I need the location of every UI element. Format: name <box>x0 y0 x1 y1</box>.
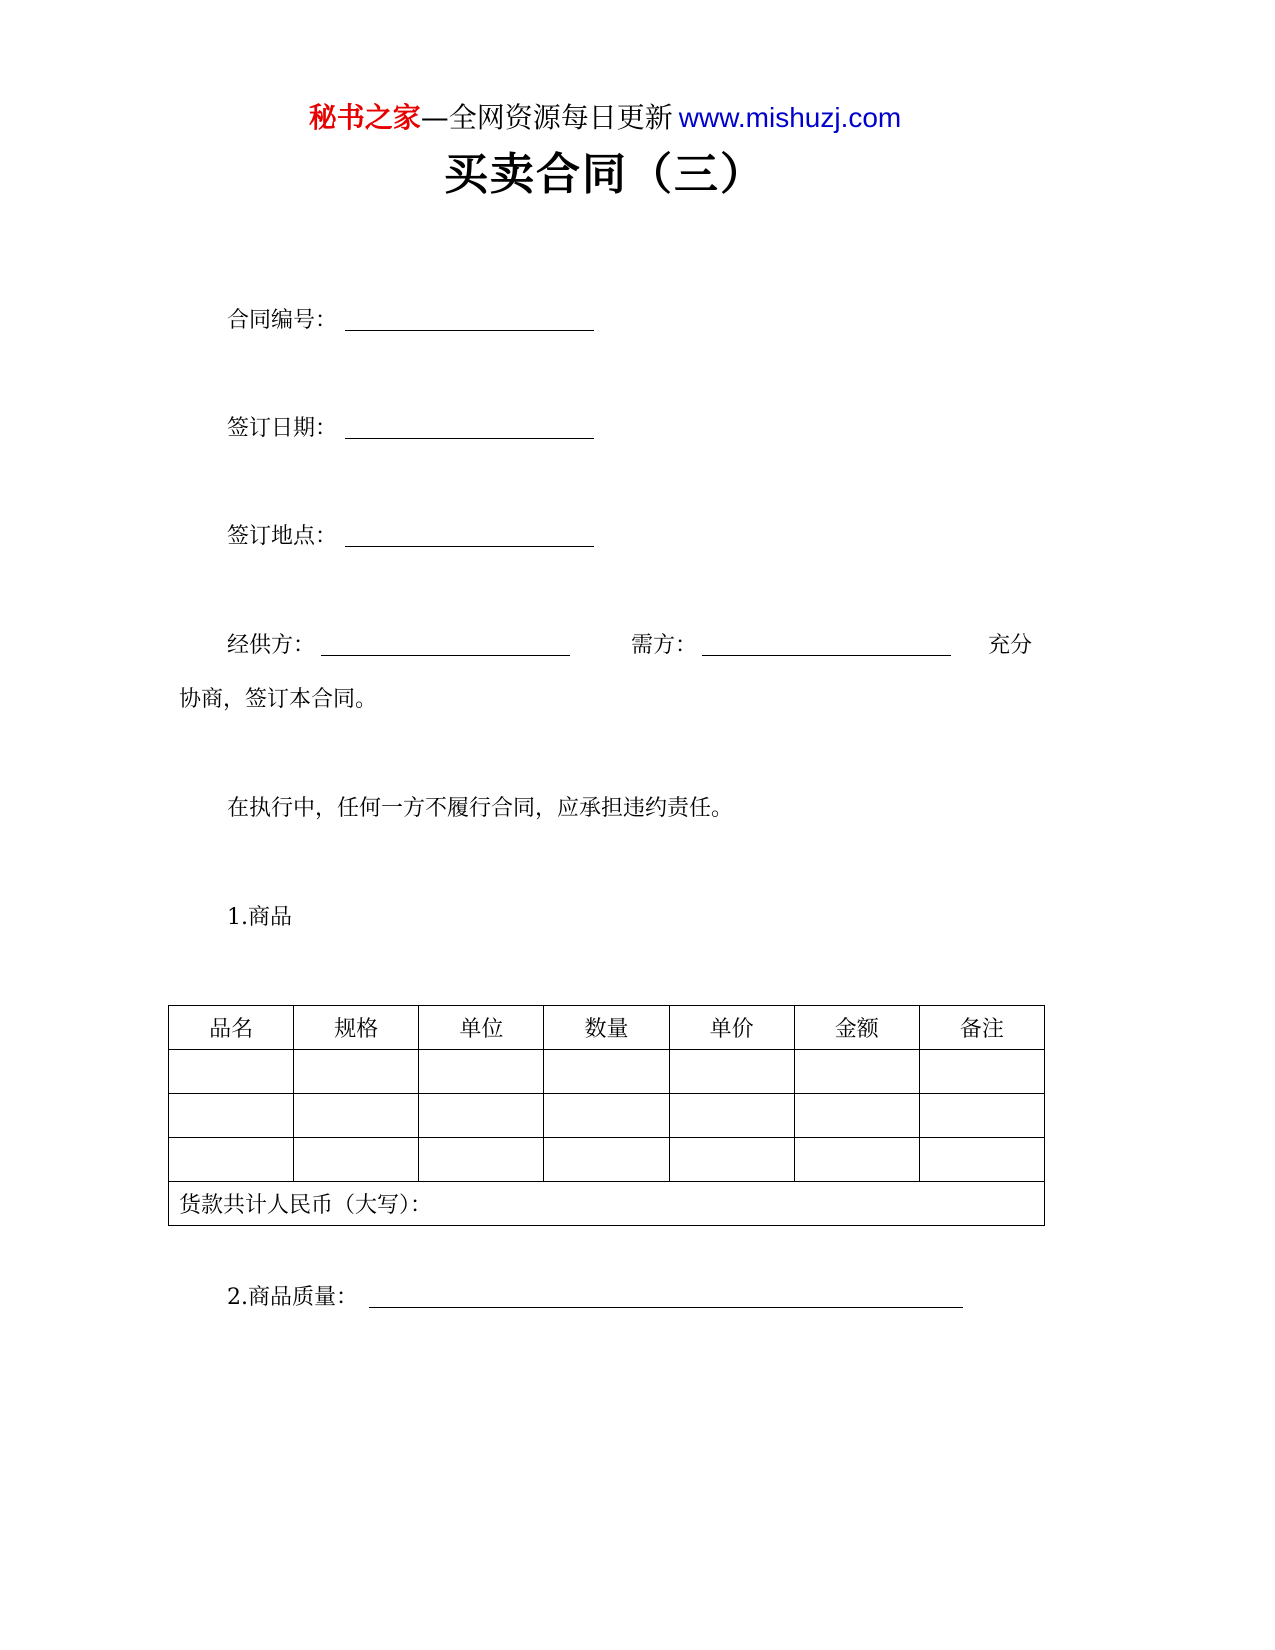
sign-date-blank[interactable] <box>345 438 594 439</box>
table-cell[interactable] <box>919 1050 1044 1094</box>
table-cell[interactable] <box>419 1050 544 1094</box>
table-cell[interactable] <box>544 1094 669 1138</box>
table-cell[interactable] <box>169 1050 294 1094</box>
section-quality-label: 2.商品质量： <box>227 1285 358 1310</box>
site-slogan: —全网资源每日更新 <box>420 101 673 134</box>
document-title: 买卖合同（三） <box>444 149 766 200</box>
table-cell[interactable] <box>669 1050 794 1094</box>
table-row <box>169 1138 1045 1182</box>
table-header-row <box>169 1006 1045 1050</box>
column-header: 备注 <box>919 1006 1044 1050</box>
sign-place-blank[interactable] <box>345 546 594 547</box>
contract-number-label: 合同编号： <box>227 308 338 333</box>
table-cell[interactable] <box>919 1138 1044 1182</box>
buyer-label: 需方： <box>631 633 698 658</box>
column-header: 数量 <box>544 1006 669 1050</box>
total-amount-cell[interactable]: 货款共计人民币（大写）： <box>169 1182 1045 1226</box>
goods-table <box>168 1005 1045 1226</box>
total-row <box>169 1182 1045 1226</box>
column-header: 规格 <box>294 1006 419 1050</box>
table-cell[interactable] <box>794 1138 919 1182</box>
table-cell[interactable] <box>794 1094 919 1138</box>
table-cell[interactable] <box>294 1050 419 1094</box>
site-header <box>0 98 1210 138</box>
brand-name: 秘书之家 <box>308 101 421 134</box>
buyer-blank[interactable] <box>702 655 951 656</box>
table-cell[interactable] <box>794 1050 919 1094</box>
supplier-label: 经供方： <box>227 633 316 658</box>
breach-clause: 在执行中，任何一方不履行合同，应承担违约责任。 <box>227 796 734 821</box>
table-cell[interactable] <box>544 1050 669 1094</box>
sign-place-label: 签订地点： <box>227 524 338 549</box>
supplier-blank[interactable] <box>321 655 570 656</box>
table-cell[interactable] <box>919 1094 1044 1138</box>
sign-date-label: 签订日期： <box>227 416 338 441</box>
site-url-link[interactable]: www.mishuzj.com <box>678 102 902 133</box>
table-cell[interactable] <box>669 1094 794 1138</box>
column-header: 金额 <box>794 1006 919 1050</box>
section-goods-heading: 1.商品 <box>227 905 292 930</box>
table-cell[interactable] <box>419 1094 544 1138</box>
consult-line: 协商，签订本合同。 <box>179 687 378 712</box>
column-header: 单位 <box>419 1006 544 1050</box>
consult-tail: 充分 <box>988 633 1033 658</box>
table-cell[interactable] <box>169 1094 294 1138</box>
table-row <box>169 1094 1045 1138</box>
quality-blank[interactable] <box>369 1307 963 1308</box>
table-row <box>169 1050 1045 1094</box>
table-cell[interactable] <box>169 1138 294 1182</box>
table-cell[interactable] <box>669 1138 794 1182</box>
table-cell[interactable] <box>294 1138 419 1182</box>
column-header: 单价 <box>669 1006 794 1050</box>
table-cell[interactable] <box>294 1094 419 1138</box>
table-cell[interactable] <box>544 1138 669 1182</box>
contract-number-blank[interactable] <box>345 330 594 331</box>
table-cell[interactable] <box>419 1138 544 1182</box>
column-header: 品名 <box>169 1006 294 1050</box>
